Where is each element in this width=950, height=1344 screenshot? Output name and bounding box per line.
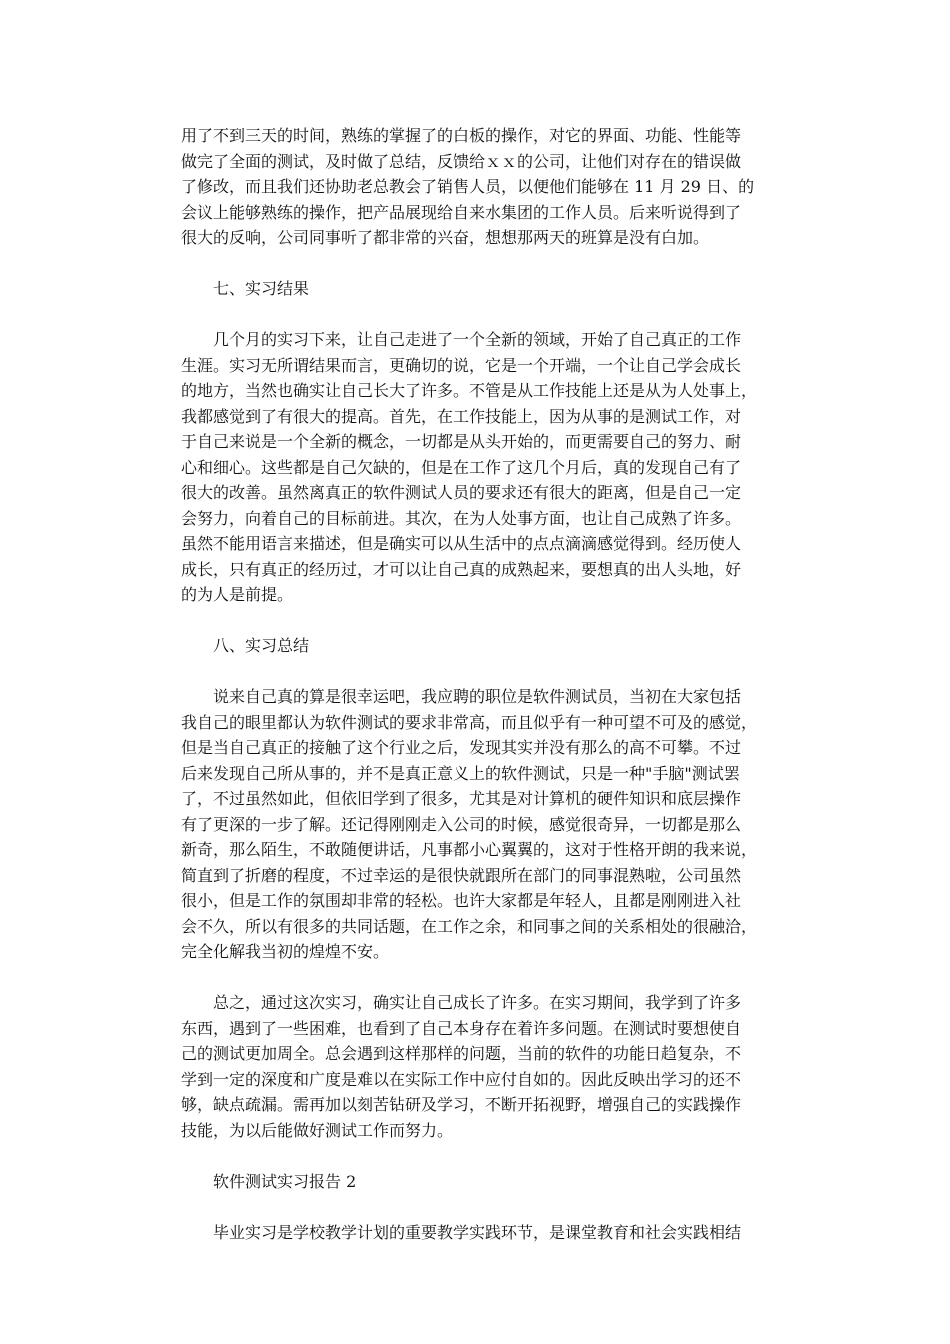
text-line: 完全化解我当初的煌煌不安。 [181, 942, 390, 961]
text-line: 很大的改善。虽然离真正的软件测试人员的要求还有很大的距离，但是自己一定 [181, 483, 742, 502]
text-line: 但是当自己真正的接触了这个行业之后，发现其实并没有那么的高不可攀。不过 [181, 738, 742, 757]
paragraph-summary-2 [181, 990, 771, 1143]
text-line: 会努力，向着自己的目标前进。其次，在为人处事方面，也让自己成熟了许多。 [181, 508, 742, 528]
text-line: 于自己来说是一个全新的概念，一切都是从头开始的，而更需要自己的努力、耐 [181, 432, 742, 451]
text-line: 我自己的眼里都认为软件测试的要求非常高，而且似乎有一种可望不可及的感觉， [181, 712, 758, 732]
text-line: 虽然不能用语言来描述，但是确实可以从生活中的点点滴滴感觉得到。经历使人 [181, 534, 742, 553]
text-line: 成长，只有真正的经历过，才可以让自己真的成熟起来，要想真的出人头地，好 [181, 559, 742, 579]
paragraph-summary-1 [181, 684, 771, 965]
text-line: 说来自己真的算是很幸运吧，我应聘的职位是软件测试员，当初在大家包括 [213, 687, 742, 706]
report-2-heading: 软件测试实习报告 2 [213, 1171, 357, 1191]
paragraph-gap [181, 1194, 771, 1220]
text-line: 毕业实习是学校教学计划的重要教学实践环节，是课堂教育和社会实践相结 [213, 1222, 742, 1242]
text-line: 生涯。实习无所谓结果而言，更确切的说，它是一个开端，一个让自己学会成长 [181, 355, 742, 375]
text-line: 心和细心。这些都是自己欠缺的，但是在工作了这几个月后，真的发现自己有了 [181, 457, 742, 477]
paragraph-continuation [181, 123, 771, 251]
text-line: 了修改，而且我们还协助老总教会了销售人员，以便他们能够在 11 月 29 日、的 [181, 177, 755, 196]
text-line: 会议上能够熟练的操作，把产品展现给自来水集团的工作人员。后来听说得到了 [181, 202, 742, 222]
text-line: 总之，通过这次实习，确实让自己成长了许多。在实习期间，我学到了许多 [213, 993, 742, 1012]
text-line: 用了不到三天的时间，熟练的掌握了的白板的操作，对它的界面、功能、性能等 [181, 126, 742, 145]
paragraph-gap [181, 659, 771, 685]
text-line: 简直到了折磨的程度，不过幸运的是很快就跟所在部门的同事混熟啦，公司虽然 [181, 865, 742, 885]
text-line: 了，不过虽然如此，但依旧学到了很多，尤其是对计算机的硬件知识和底层操作 [181, 789, 742, 808]
text-line: 很大的反响，公司同事听了都非常的兴奋，想想那两天的班算是没有白加。 [181, 228, 710, 247]
text-line: 的地方，当然也确实让自己长大了许多。不管是从工作技能上还是从为人处事上， [181, 381, 758, 400]
paragraph-gap [181, 302, 771, 328]
paragraph-gap [181, 608, 771, 634]
text-line: 我都感觉到了有很大的提高。首先，在工作技能上，因为从事的是测试工作，对 [181, 406, 742, 426]
text-line: 有了更深的一步了解。还记得刚刚走入公司的时候，感觉很奇异，一切都是那么 [181, 814, 742, 834]
text-line: 做完了全面的测试，及时做了总结，反馈给ｘｘ的公司，让他们对存在的错误做 [181, 151, 742, 171]
document-body [181, 123, 771, 1245]
paragraph-result [181, 327, 771, 608]
paragraph-report-2 [181, 1220, 771, 1246]
text-line: 己的测试更加周全。总会遇到这样那样的问题，当前的软件的功能日趋复杂，不 [181, 1044, 742, 1063]
text-line: 的为人是前提。 [181, 585, 294, 604]
section-heading-8: 八、实习总结 [213, 636, 310, 655]
text-line: 东西，遇到了一些困难，也看到了自己本身存在着许多问题。在测试时要想使自 [181, 1018, 742, 1038]
text-line: 很小，但是工作的氛围却非常的轻松。也许大家都是年轻人，且都是刚刚进入社 [181, 891, 742, 910]
paragraph-gap [181, 1143, 771, 1169]
paragraph-gap [181, 251, 771, 277]
text-line: 技能，为以后能做好测试工作而努力。 [181, 1120, 454, 1140]
text-line: 会不久，所以有很多的共同话题，在工作之余，和同事之间的关系相处的很融洽， [181, 916, 758, 936]
text-line: 新奇，那么陌生，不敢随便讲话，凡事都小心翼翼的，这对于性格开朗的我来说， [181, 840, 758, 859]
paragraph-gap [181, 965, 771, 991]
text-line: 后来发现自己所从事的，并不是真正意义上的软件测试，只是一种"手脑"测试罢 [181, 763, 740, 783]
section-heading-7: 七、实习结果 [213, 279, 310, 298]
text-line: 够，缺点疏漏。需再加以刻苦钻研及学习，不断开拓视野，增强自己的实践操作 [181, 1095, 742, 1114]
text-line: 几个月的实习下来，让自己走进了一个全新的领域，开始了自己真正的工作 [213, 330, 742, 349]
text-line: 学到一定的深度和广度是难以在实际工作中应付自如的。因此反映出学习的还不 [181, 1069, 742, 1089]
